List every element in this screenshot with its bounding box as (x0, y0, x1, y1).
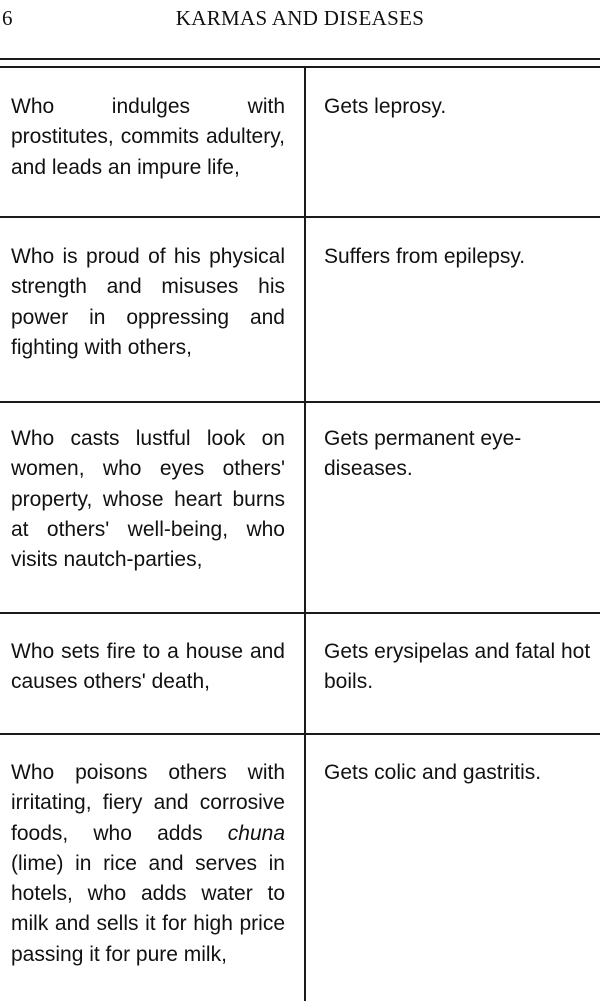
effect-cell: Suffers from epilepsy. (324, 245, 526, 268)
cause-cell: Who is proud of his physical strength and misuses his power in oppressing and fighting with others, (11, 245, 285, 359)
row-separator (0, 401, 600, 403)
page-number: 6 (2, 6, 13, 30)
row-separator (0, 733, 600, 735)
cause-cell: Who sets fire to a house and causes others' death, (11, 640, 285, 694)
cause-cell: Who indulges with prostitutes, commits adultery, and leads an impure life, (11, 95, 285, 179)
running-head: KARMAS AND DISEASES (175, 6, 425, 30)
row-separator (0, 216, 600, 218)
cause-text-start: Who poisons others with irritating, fiery and corrosive foods, who adds (11, 761, 285, 845)
header-rule-bottom (0, 66, 600, 68)
cause-text-end: (lime) in rice and serves in hotels, who adds water to milk and sells it for high price passing it for pure milk, (11, 851, 285, 966)
effect-cell: Gets colic and gastritis. (324, 761, 542, 784)
effect-cell: Gets erysipelas and fatal hot boils. (324, 640, 591, 694)
effect-cell: Gets permanent eye-diseases. (324, 427, 522, 481)
column-divider (304, 66, 306, 1001)
cause-emphasis: chuna (227, 821, 285, 845)
cause-cell: Who casts lustful look on women, who eyes others' property, whose heart burns at others' well-being, who visits nautch-parties, (11, 427, 285, 572)
header-rule-top (0, 58, 600, 60)
row-separator (0, 612, 600, 614)
cause-cell (11, 758, 285, 970)
effect-cell: Gets leprosy. (324, 95, 447, 118)
